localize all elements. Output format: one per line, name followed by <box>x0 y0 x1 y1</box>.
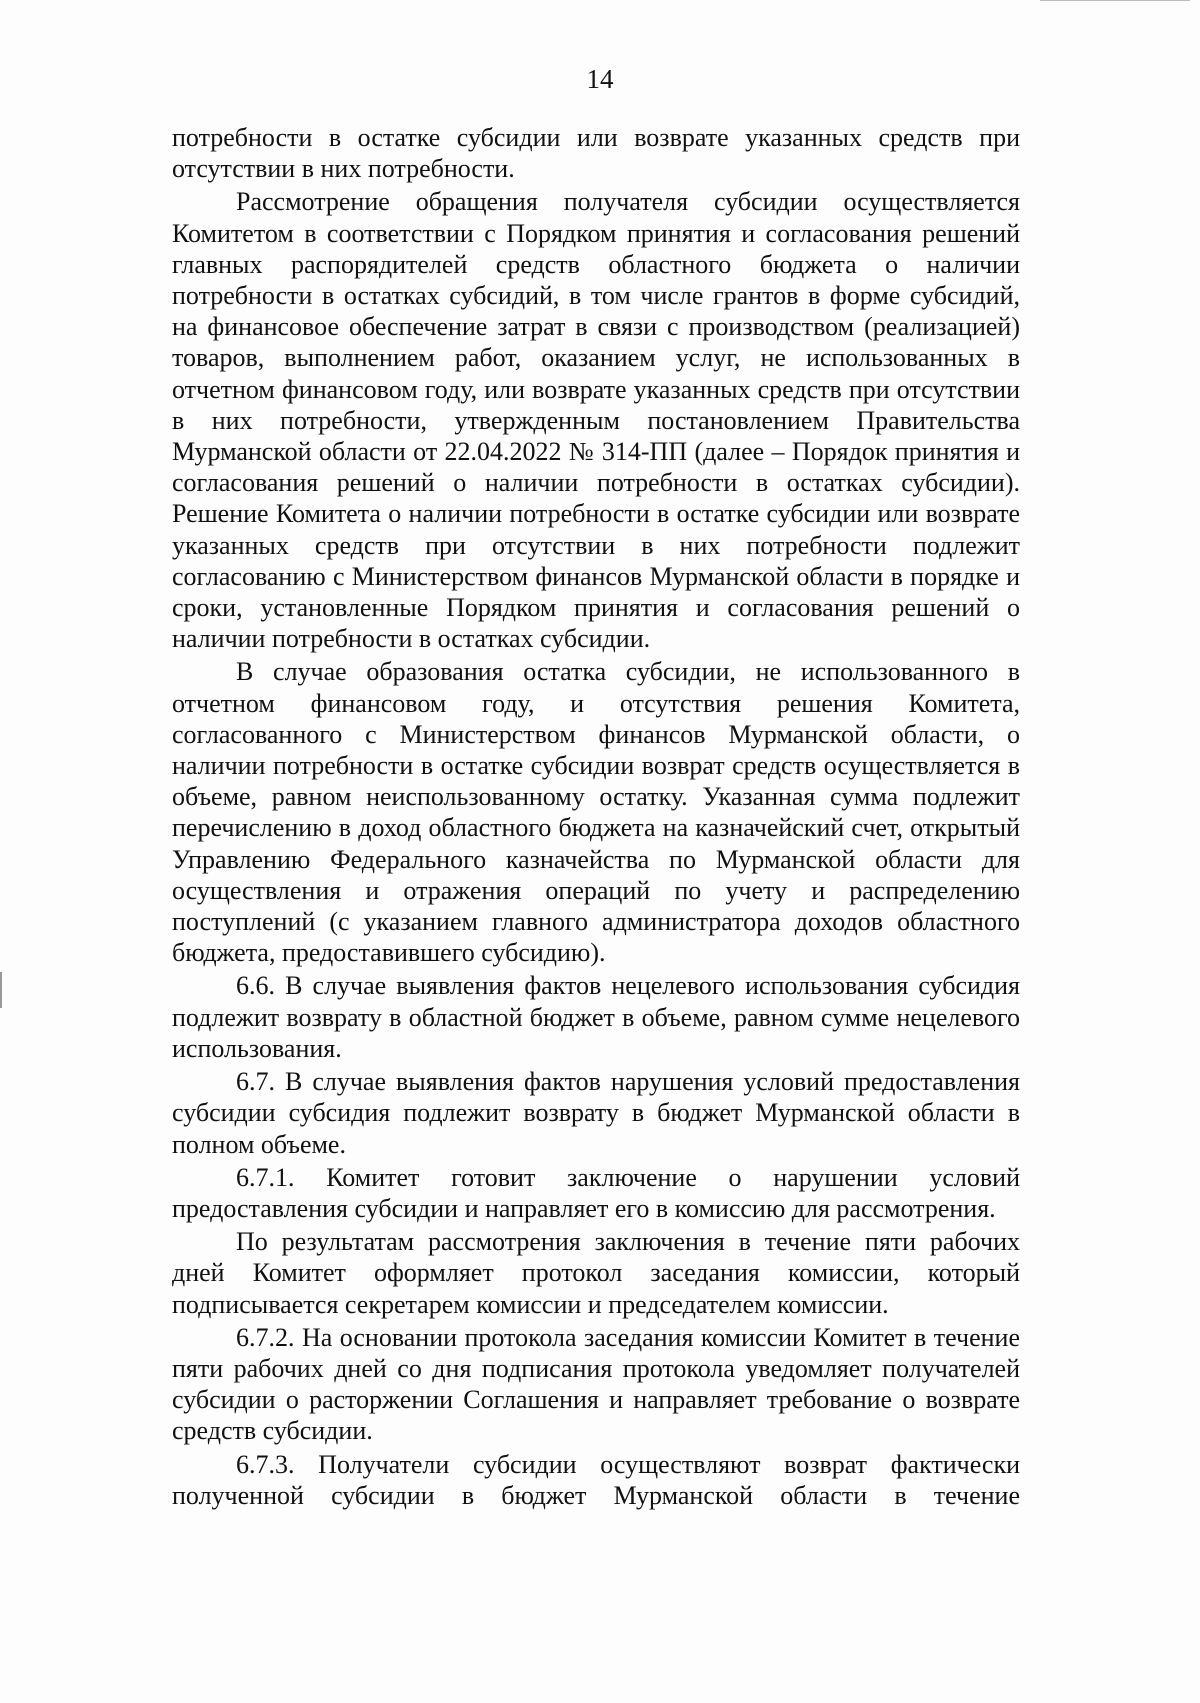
page-number: 14 <box>586 64 614 94</box>
scan-edge-mark <box>0 972 2 1008</box>
paragraph: 6.6. В случае выявления фактов нецелевого использования субсидия подлежит возврату в областной бюджет в объеме, равном сумме нецелевого использования. <box>172 971 1020 1063</box>
paragraph: 6.7.3. Получатели субсидии осуществляют возврат фактически полученной субсидии в бюджет Мурманской области в течение <box>172 1449 1020 1510</box>
paragraph: Рассмотрение обращения получателя субсидии осуществляется Комитетом в соответствии с Порядком принятия и согласования решений главных распорядителей средств областного бюджета о наличии потребности в остатках субсидий, в том числе грантов в форме субсидий, на финансовое обеспечение затрат в связи с производством (реализацией) товаров, выполнением работ, оказанием услуг, не использованных в отчетном финансовом году, или возврате указанных средств при отсутствии в них потребности, утвержденным постановлением Правительства Мурманской области от 22.04.2022 № 314-ПП (далее – Порядок принятия и согласования решений о наличии потребности в остатках субсидии). Решение Комитета о наличии потребности в остатке субсидии или возврате указанных средств при отсутствии в них потребности подлежит согласованию с Министерством финансов Мурманской области в порядке и сроки, установленные Порядком принятия и согласования решений о наличии потребности в остатках субсидии. <box>172 187 1020 654</box>
paragraph: 6.7.1. Комитет готовит заключение о нарушении условий предоставления субсидии и направляет его в комиссию для рассмотрения. <box>172 1162 1020 1223</box>
paragraph: 6.7. В случае выявления фактов нарушения условий предоставления субсидии субсидия подлежит возврату в бюджет Мурманской области в полном объеме. <box>172 1067 1020 1159</box>
paragraph: В случае образования остатка субсидии, не использованного в отчетном финансовом году, и отсутствия решения Комитета, согласованного с Министерством финансов Мурманской области, о наличии потребности в остатке субсидии возврат средств осуществляется в объеме, равном неиспользованному остатку. Указанная сумма подлежит перечислению в доход областного бюджета на казначейский счет, открытый Управлению Федерального казначейства по Мурманской области для осуществления и отражения операций по учету и распределению поступлений (с указанием главного администратора доходов областного бюджета, предоставившего субсидию). <box>172 657 1020 968</box>
scan-edge-mark <box>1040 0 1190 1</box>
paragraph: По результатам рассмотрения заключения в течение пяти рабочих дней Комитет оформляет протокол заседания комиссии, который подписывается секретарем комиссии и председателем комиссии. <box>172 1227 1020 1319</box>
paragraph: 6.7.2. На основании протокола заседания комиссии Комитет в течение пяти рабочих дней со дня подписания протокола уведомляет получателей субсидии о расторжении Соглашения и направляет требование о возврате средств субсидии. <box>172 1322 1020 1446</box>
paragraph: потребности в остатке субсидии или возврате указанных средств при отсутствии в них потребности. <box>172 123 1020 184</box>
document-body <box>172 122 1020 1513</box>
